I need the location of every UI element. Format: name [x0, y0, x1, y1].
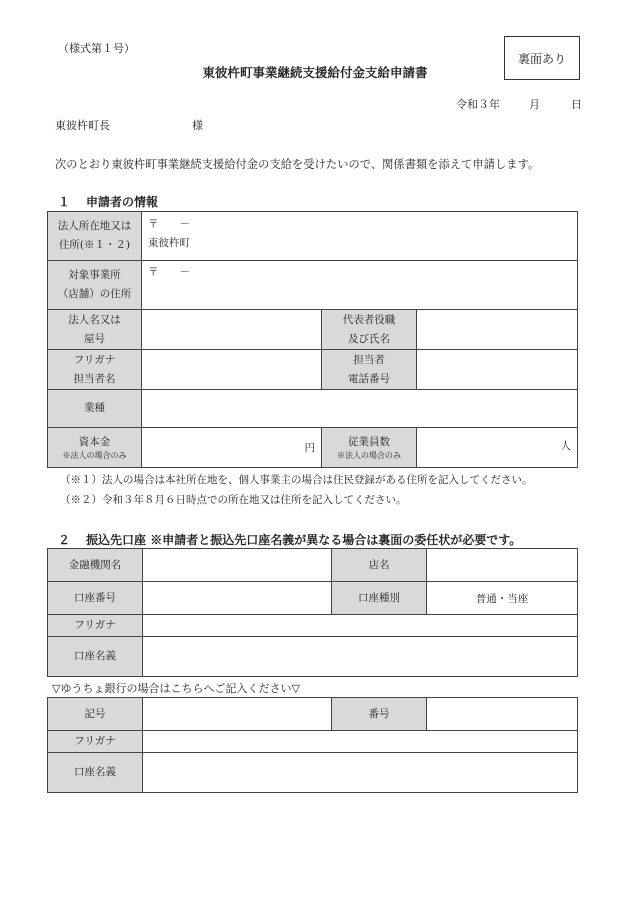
applicant-info-table: [47, 211, 578, 468]
representative-label: 代表者役職 及び氏名: [322, 310, 417, 350]
yucho-number-field[interactable]: [427, 698, 578, 731]
section1-title: 申請者の情報: [86, 195, 159, 209]
account-kana-field[interactable]: [143, 615, 578, 637]
section2-number: ２: [58, 533, 71, 547]
employees-unit: 人: [560, 440, 572, 452]
application-date: [456, 96, 582, 112]
yucho-note: ▽ゆうちょ銀行の場合はこちらへご記入ください▽: [52, 682, 300, 695]
branch-field[interactable]: [427, 549, 578, 582]
yucho-symbol-label: 記号: [48, 698, 143, 731]
industry-field[interactable]: [142, 390, 578, 428]
section2-heading: [58, 531, 521, 548]
shop-address-label: 対象事業所 （店舗）の住所: [48, 261, 142, 310]
bank-account-table: [47, 548, 578, 677]
account-type-label: 口座種別: [332, 582, 427, 615]
address-field[interactable]: [142, 212, 578, 261]
date-day: 日: [571, 98, 582, 111]
intro-text: 次のとおり東彼杵町事業継続支援給付金の支給を受けたいので、関係書類を添えて申請します。: [55, 158, 540, 171]
account-holder-label: 口座名義: [48, 637, 143, 677]
account-kana-label: フリガナ: [48, 615, 143, 637]
form-number: （様式第１号）: [58, 42, 135, 55]
yucho-holder-label: 口座名義: [48, 753, 143, 793]
address-postal: 〒 －: [148, 218, 190, 230]
branch-label: 店名: [332, 549, 427, 582]
address-label: 法人所在地又は 住所(※１・２): [48, 212, 142, 261]
capital-unit: 円: [304, 442, 315, 454]
representative-field[interactable]: [417, 310, 578, 350]
business-name-label: 法人名又は 屋号: [48, 310, 142, 350]
yucho-kana-field[interactable]: [143, 731, 578, 753]
addressee: [55, 117, 203, 133]
yucho-number-label: 番号: [332, 698, 427, 731]
note-1: （※１）法人の場合は本社所在地を、個人事業主の場合は住民登録がある住所を記入してください。: [60, 474, 533, 486]
contact-person-field[interactable]: [142, 350, 322, 390]
industry-label: 業種: [48, 390, 142, 428]
shop-postal: 〒 －: [148, 266, 190, 278]
yucho-kana-label: フリガナ: [48, 731, 143, 753]
bank-name-label: 金融機関名: [48, 549, 143, 582]
bank-name-field[interactable]: [143, 549, 332, 582]
contact-phone-field[interactable]: [417, 350, 578, 390]
address-value: 東彼杵町: [148, 237, 190, 249]
addressee-name: 東彼杵町長: [55, 119, 110, 132]
account-type-field[interactable]: 普通・当座: [427, 582, 578, 615]
addressee-suffix: 様: [192, 119, 203, 132]
shop-address-field[interactable]: [142, 261, 578, 310]
account-number-field[interactable]: [143, 582, 332, 615]
contact-phone-label: 担当者 電話番号: [322, 350, 417, 390]
yucho-holder-field[interactable]: [143, 753, 578, 793]
date-era: 令和３年: [456, 98, 500, 111]
section1-number: １: [58, 195, 71, 209]
note-2: （※２）令和３年８月６日時点での所在地又は住所を記入してください。: [60, 494, 407, 506]
yucho-account-table: [47, 697, 578, 793]
yucho-symbol-field[interactable]: [143, 698, 332, 731]
section1-heading: [58, 193, 158, 210]
capital-label: 資本金 ※法人の場合のみ: [48, 428, 142, 468]
employees-label: 従業員数 ※法人の場合のみ: [322, 428, 417, 468]
employees-field[interactable]: [417, 428, 578, 468]
contact-person-label: フリガナ 担当者名: [48, 350, 142, 390]
form-title: 東彼杵町事業継続支援給付金支給申請書: [202, 65, 428, 80]
back-side-note: 裏面あり: [504, 36, 580, 80]
business-name-field[interactable]: [142, 310, 322, 350]
capital-field[interactable]: [142, 428, 322, 468]
date-month: 月: [529, 98, 540, 111]
account-holder-field[interactable]: [143, 637, 578, 677]
section2-title: 振込先口座 ※申請者と振込先口座名義が異なる場合は裏面の委任状が必要です。: [86, 533, 522, 547]
account-number-label: 口座番号: [48, 582, 143, 615]
